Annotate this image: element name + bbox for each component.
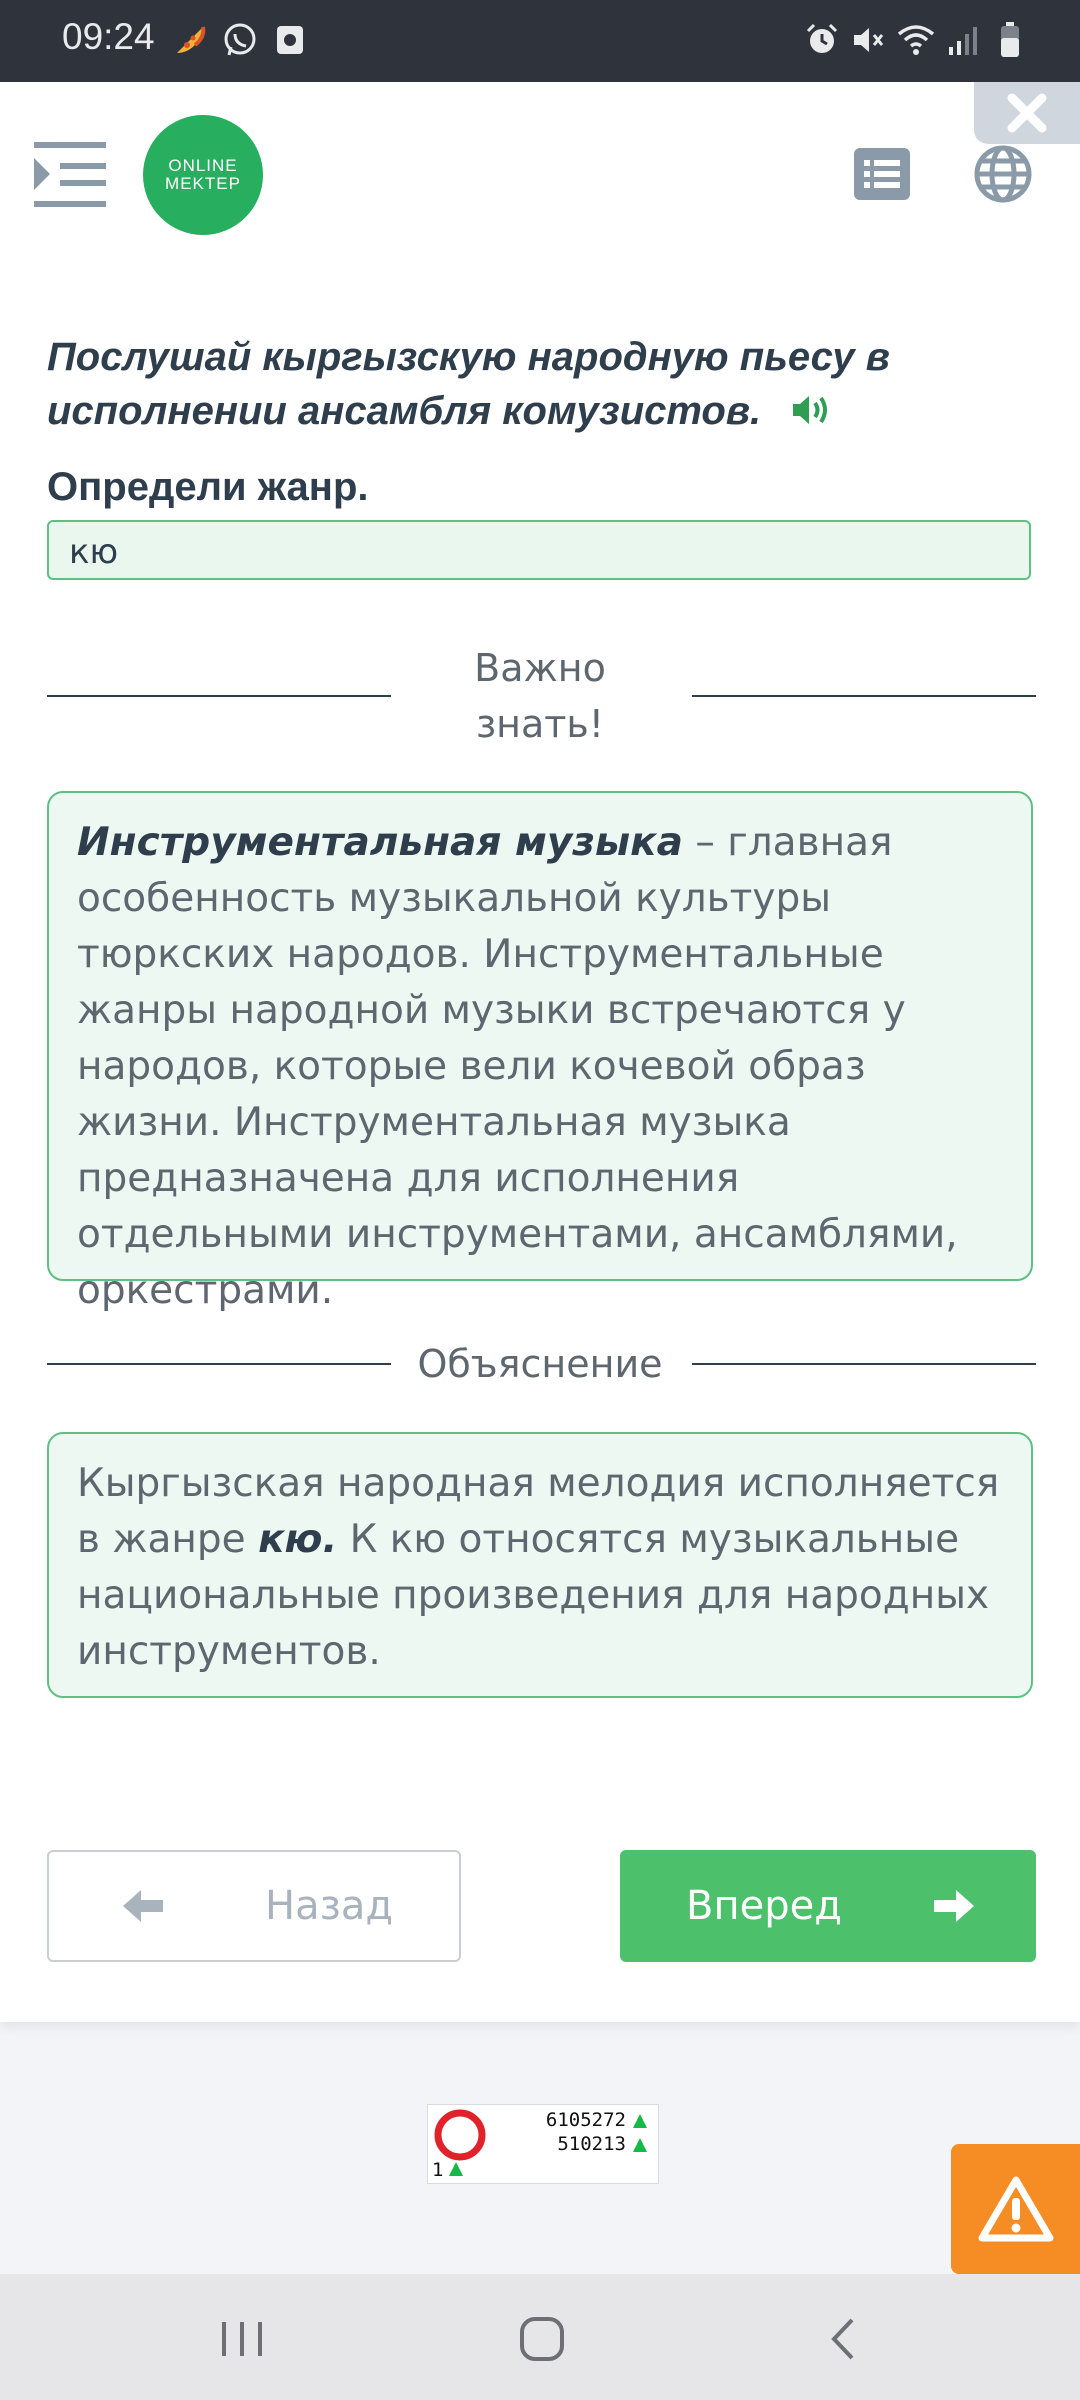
square-app-icon (270, 20, 310, 60)
next-button-label: Вперед (686, 1883, 842, 1929)
back-nav-icon[interactable] (814, 2314, 874, 2364)
language-button[interactable] (973, 144, 1033, 204)
battery-icon (990, 20, 1030, 60)
back-button[interactable] (47, 1850, 461, 1962)
visitor-counter[interactable] (427, 2104, 659, 2184)
recent-apps-icon[interactable] (212, 2314, 272, 2364)
online-mektep-logo[interactable] (143, 115, 263, 235)
list-icon (854, 148, 910, 200)
menu-icon (34, 140, 106, 208)
sound-icon[interactable] (791, 388, 833, 424)
important-info-box (47, 791, 1033, 1313)
system-nav-bar (0, 2274, 1080, 2400)
explanation-text-start: Кыргызская народная мелодия исполняется в жанре (77, 1461, 1000, 1562)
task-text: Определи жанр. (47, 465, 369, 509)
explanation-label: Объяснение (417, 1342, 663, 1386)
home-icon[interactable] (512, 2314, 572, 2364)
answer-value: кю (69, 532, 119, 572)
signal-icon (942, 20, 982, 60)
close-icon (1004, 90, 1050, 136)
list-button[interactable] (854, 148, 910, 200)
alarm-icon (802, 20, 842, 60)
menu-button[interactable] (34, 140, 106, 208)
mute-icon (848, 20, 888, 60)
explanation-text-end: К кю относятся музыкальные национальные произведения для народных инструментов. (77, 1517, 990, 1674)
whatsapp-icon (220, 20, 260, 60)
warning-icon (976, 2174, 1056, 2244)
explanation-bold-term: кю. (258, 1517, 338, 1562)
counter-line3: 1 (432, 2159, 444, 2181)
answer-field[interactable] (47, 520, 1031, 580)
status-time: 09:24 (62, 16, 155, 57)
explanation-box (47, 1432, 1033, 1698)
globe-icon (973, 144, 1033, 204)
pizza-icon (170, 20, 210, 60)
counter-line1: 6105272 (545, 2109, 626, 2131)
counter-circle-icon (432, 2109, 488, 2161)
important-label: Важно знать! (474, 646, 606, 746)
report-problem-button[interactable] (951, 2144, 1080, 2274)
up-triangle-icon (448, 2161, 464, 2177)
wifi-icon (896, 20, 936, 60)
logo-text-line2: MEKTEP (165, 174, 241, 193)
divider-line (692, 695, 1036, 697)
close-button[interactable] (974, 82, 1080, 144)
important-bold-term: Инструментальная музыка (77, 820, 683, 865)
divider-line (47, 695, 391, 697)
question-prompt: Послушай кыргызскую народную пьесу в исполнении ансамбля комузистов. (47, 335, 890, 433)
arrow-left-icon (121, 1887, 165, 1925)
divider-line (47, 1363, 391, 1365)
arrow-right-icon (932, 1887, 976, 1925)
back-button-label: Назад (265, 1883, 394, 1929)
question-text (47, 330, 1007, 438)
important-text: – главная особенность музыкальной культуры тюркских народов. Инструментальные жанры народной музыки встречаются у народов, которые вели кочевой образ жизни. Инструментальная музыка предназначена для исполнения отдельными инструментами, ансамблями, оркестрами. (77, 820, 958, 1313)
divider-line (692, 1363, 1036, 1365)
up-triangle-icon (632, 2113, 648, 2129)
logo-text-line1: ONLINE (168, 156, 238, 175)
next-button[interactable] (620, 1850, 1036, 1962)
counter-line2: 510213 (557, 2133, 626, 2155)
status-bar (0, 0, 1080, 82)
up-triangle-icon (632, 2137, 648, 2153)
